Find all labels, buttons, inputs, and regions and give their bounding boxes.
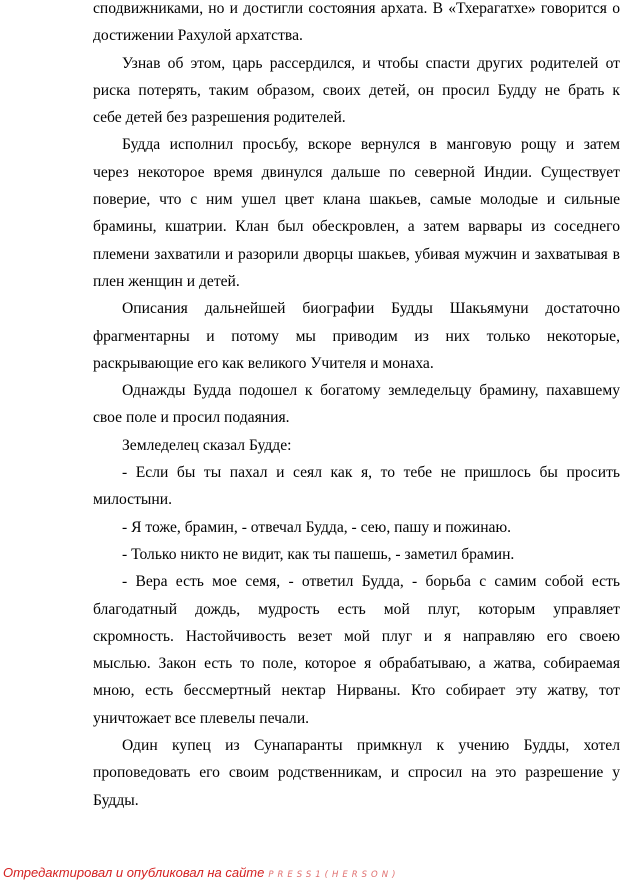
text-line: свое поле и просил подаяния. xyxy=(93,409,290,427)
paragraph xyxy=(93,514,620,541)
text-line: благодатный дождь, мудрость есть мой плуг, которым управляет xyxy=(93,600,620,618)
text-line: - Только никто не видит, как ты пашешь, - заметил брамин. xyxy=(122,545,515,563)
text-line: мыслью. Закон есть то поле, которое я обрабатываю, а жатва, собираемая xyxy=(93,655,620,673)
text-line: - Если бы ты пахал и сеял как я, то тебе не пришлось бы просить xyxy=(122,464,620,482)
text-line: брамины, кшатрии. Клан был обескровлен, а затем варвары из соседнего xyxy=(93,218,620,236)
text-line: Будды. xyxy=(93,791,139,809)
text-line: Земледелец сказал Будде: xyxy=(122,436,292,454)
paragraph xyxy=(93,0,620,50)
text-line: племени захватили и разорили дворцы шакьев, убивая мужчин и захватывая в xyxy=(93,245,620,263)
paragraph xyxy=(93,377,620,432)
text-line: милостыни. xyxy=(93,491,172,509)
text-line: поверие, что с ним ушел цвет клана шакьев, самые молодые и сильные xyxy=(93,191,620,209)
text-line: Узнав об этом, царь рассердился, и чтобы спасти других родителей от xyxy=(122,54,620,72)
text-line: Описания дальнейшей биографии Будды Шакьямуни достаточно xyxy=(122,300,620,318)
paragraph xyxy=(93,568,620,732)
footer-credit xyxy=(3,865,399,883)
text-line: фрагментарны и потому мы приводим из них только некоторые, xyxy=(93,327,620,345)
text-line: Один купец из Сунапаранты примкнул к учению Будды, хотел xyxy=(122,737,620,755)
text-line: риска потерять, таким образом, своих детей, он просил Будду не брать к xyxy=(93,81,620,99)
body-text xyxy=(93,0,620,814)
paragraph xyxy=(93,732,620,814)
paragraph xyxy=(93,459,620,514)
text-line: мною, есть бессмертный нектар Нирваны. Кто собирает эту жатву, тот xyxy=(93,682,620,700)
text-line: сподвижниками, но и достигли состояния архата. В «Тхерагатхе» говорится о xyxy=(93,0,620,17)
text-line: уничтожает все плевелы печали. xyxy=(93,709,310,727)
paragraph xyxy=(93,295,620,377)
text-line: себе детей без разрешения родителей. xyxy=(93,109,346,127)
text-line: - Вера есть мое семя, - ответил Будда, - борьба с самим собой есть xyxy=(122,573,620,591)
text-line: Будда исполнил просьбу, вскоре вернулся в манговую рощу и затем xyxy=(122,136,620,154)
paragraph xyxy=(93,541,620,568)
text-line: проповедовать его своим родственникам, и спросил на это разрешение у xyxy=(93,764,620,782)
paragraph xyxy=(93,131,620,295)
text-line: скромность. Настойчивость везет мой плуг и я направляю его своею xyxy=(93,627,620,645)
text-line: раскрывающие его как великого Учителя и монаха. xyxy=(93,354,434,372)
paragraph xyxy=(93,50,620,132)
paragraph xyxy=(93,432,620,459)
text-line: Однажды Будда подошел к богатому земледельцу брамину, пахавшему xyxy=(122,382,620,400)
footer-site[interactable]: PRESS1(HERSON) xyxy=(268,870,400,880)
footer-text: Отредактировал и опубликовал на сайте xyxy=(3,865,265,880)
text-line: через некоторое время двинулся дальше по северной Индии. Существует xyxy=(93,163,620,181)
text-line: плен женщин и детей. xyxy=(93,272,240,290)
text-line: достижении Рахулой архатства. xyxy=(93,27,303,45)
text-line: - Я тоже, брамин, - отвечал Будда, - сею, пашу и пожинаю. xyxy=(122,518,512,536)
